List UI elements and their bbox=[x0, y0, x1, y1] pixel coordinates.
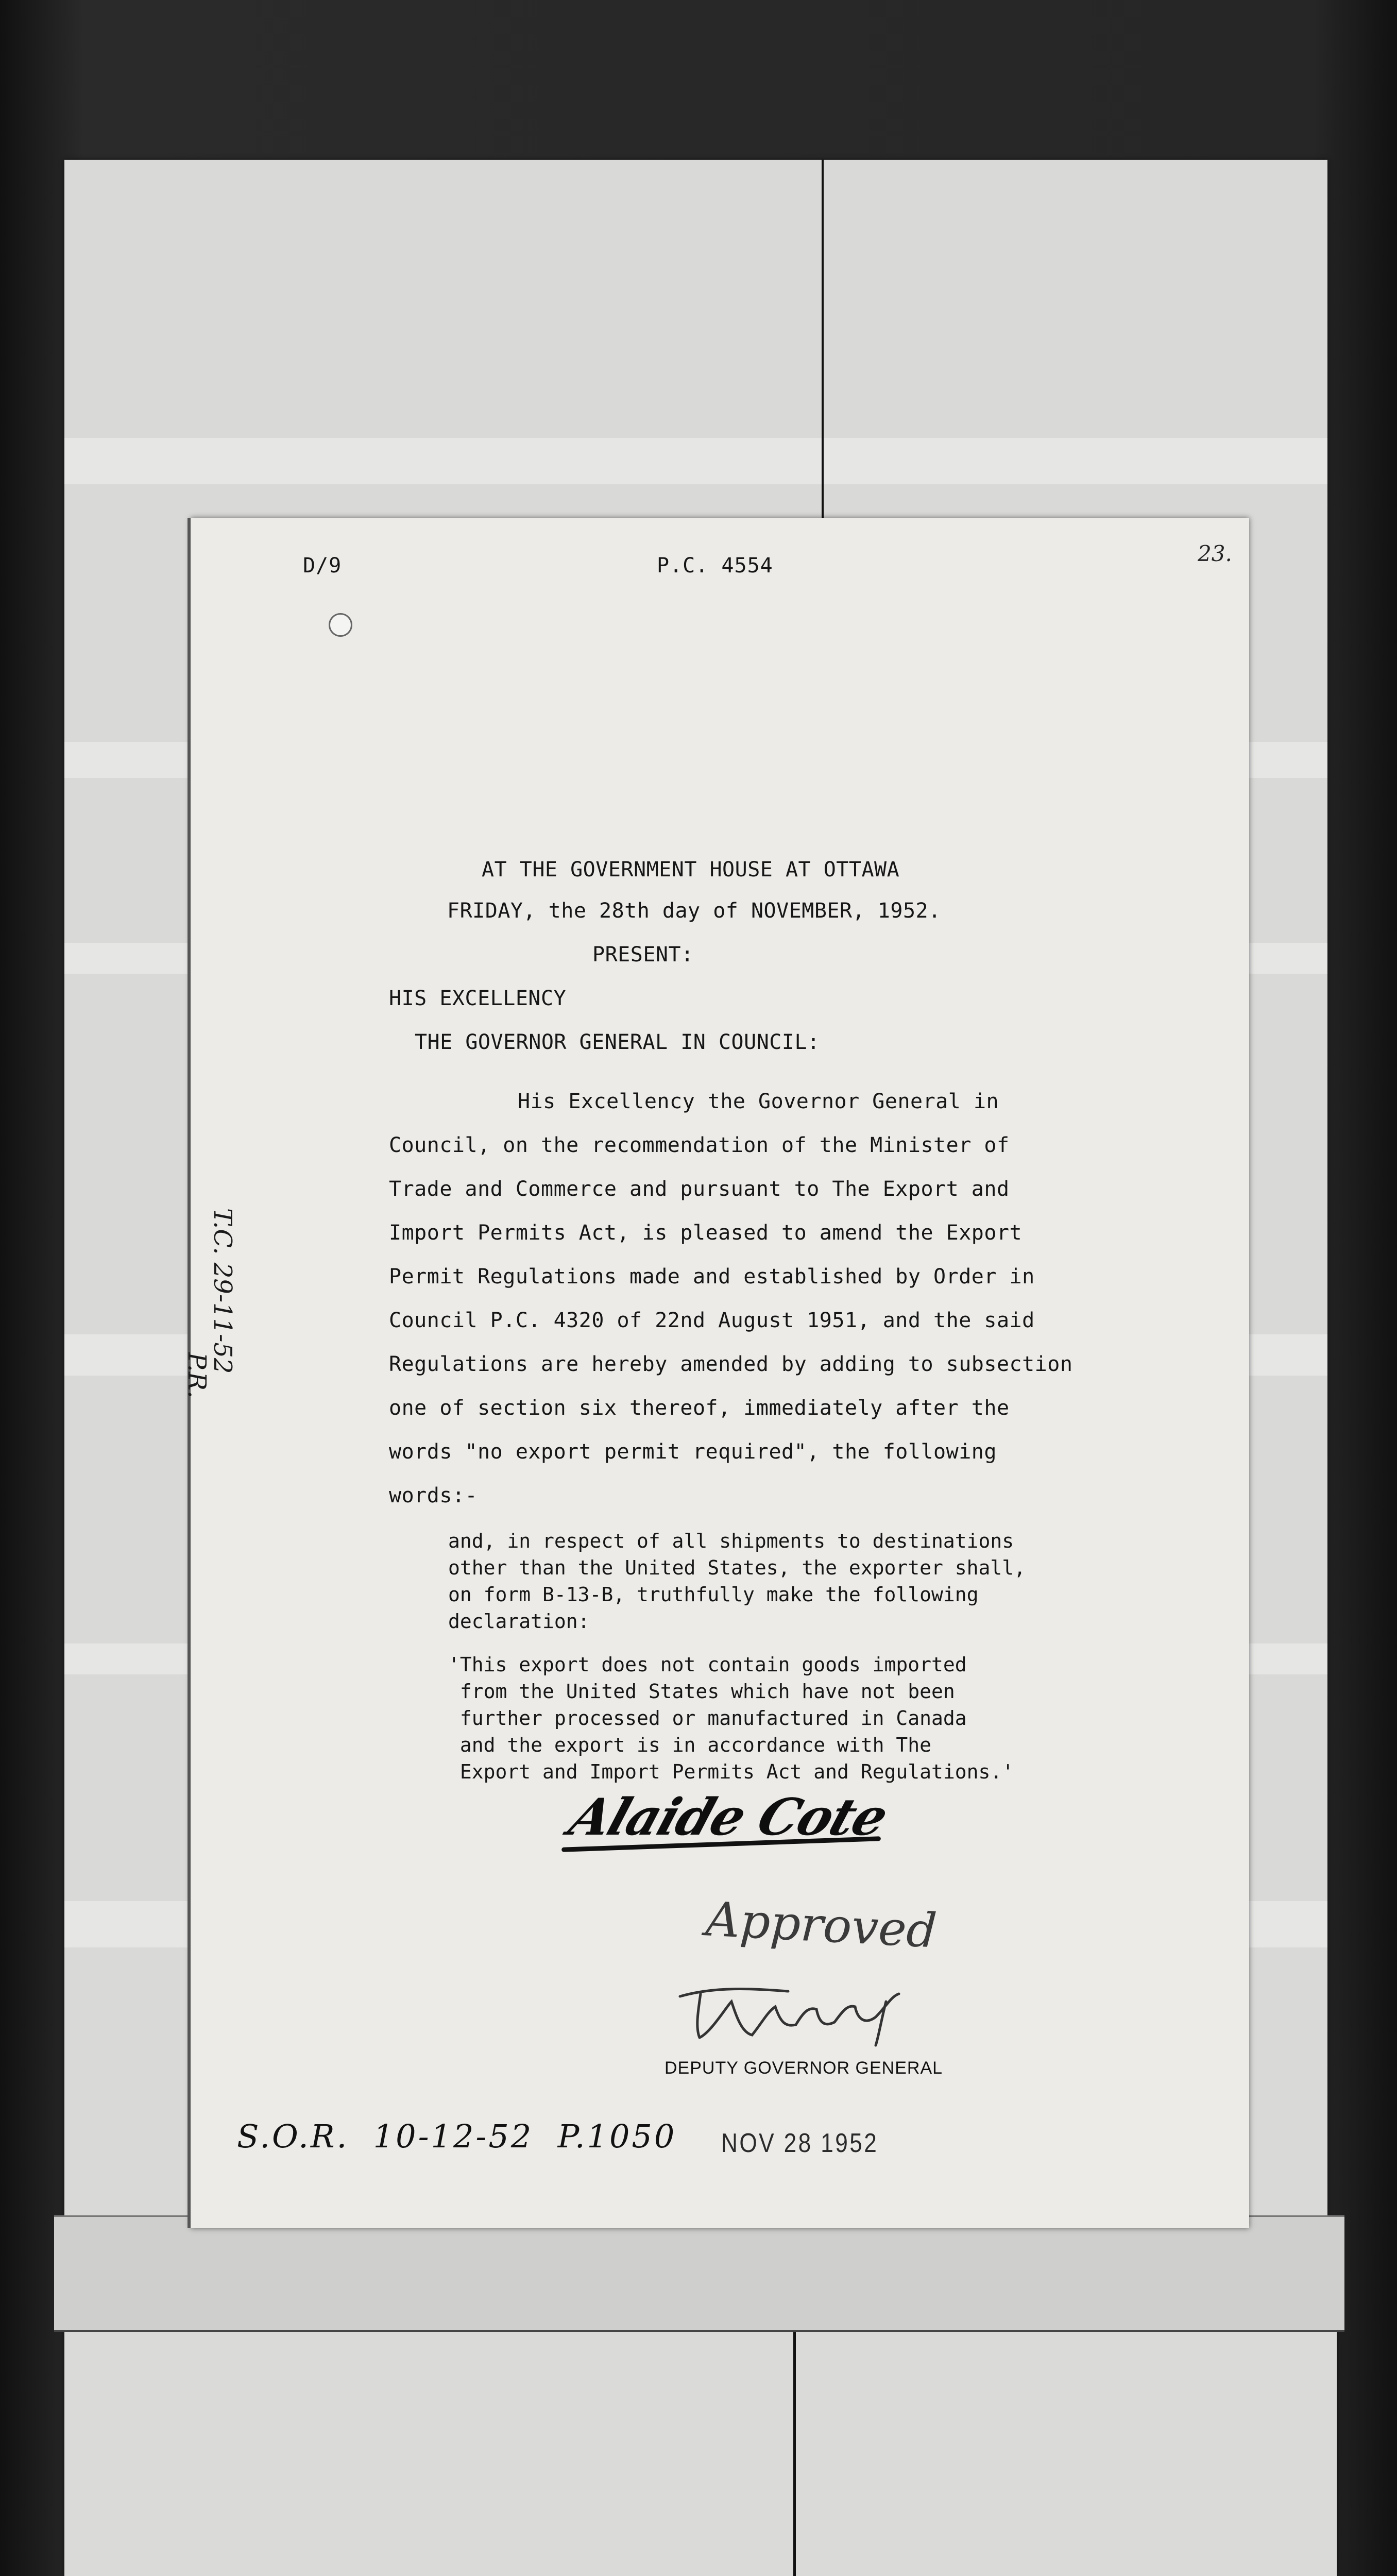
declaration-line: 'This export does not contain goods imported bbox=[448, 1653, 967, 1676]
heading-line-2: FRIDAY, the 28th day of NOVEMBER, 1952. bbox=[447, 899, 941, 923]
quote-line: on form B-13-B, truthfully make the following bbox=[448, 1583, 979, 1606]
back-sheet-lower bbox=[64, 2318, 1337, 2576]
margin-note-initials: T.C. 29-11-52 bbox=[208, 1208, 237, 1374]
body-line: Council P.C. 4320 of 22nd August 1951, and the said bbox=[389, 1309, 1035, 1332]
declaration-line: Export and Import Permits Act and Regulations.' bbox=[448, 1760, 1014, 1783]
margin-note-pr: P.R. bbox=[182, 1352, 211, 1399]
approved-handwriting: Approved bbox=[704, 1891, 939, 1959]
his-excellency: HIS EXCELLENCY bbox=[389, 987, 567, 1010]
heading-line-1: AT THE GOVERNMENT HOUSE AT OTTAWA bbox=[482, 858, 900, 882]
order-in-council-document bbox=[182, 518, 1249, 2228]
fold-line-upper bbox=[822, 160, 824, 531]
declaration-line: further processed or manufactured in Canada bbox=[448, 1707, 967, 1730]
body-line: Import Permits Act, is pleased to amend the Export bbox=[389, 1221, 1023, 1245]
body-line: Council, on the recommendation of the Minister of bbox=[389, 1133, 1010, 1157]
deputy-signature-scribble bbox=[670, 1976, 917, 2048]
signature-text: Alaide Cote bbox=[562, 1788, 895, 1847]
body-line: Trade and Commerce and pursuant to The Export and bbox=[389, 1177, 1010, 1201]
punch-hole bbox=[329, 613, 352, 637]
sor-registration-note: S.O.R. 10-12-52 P.1050 bbox=[237, 2117, 677, 2155]
body-line: Regulations are hereby amended by adding to subsection bbox=[389, 1352, 1073, 1376]
document-ref-code: D/9 bbox=[303, 554, 342, 578]
body-line: words:- bbox=[389, 1484, 478, 1507]
order-number: P.C. 4554 bbox=[657, 554, 773, 578]
body-line: His Excellency the Governor General in bbox=[518, 1090, 999, 1113]
deputy-governor-signature bbox=[670, 1976, 917, 2048]
quote-line: declaration: bbox=[448, 1610, 590, 1633]
page-number: 23. bbox=[1198, 541, 1232, 566]
body-line: words "no export permit required", the following bbox=[389, 1440, 997, 1464]
body-line: one of section six thereof, immediately after the bbox=[389, 1396, 1010, 1420]
declaration-line: and the export is in accordance with The bbox=[448, 1734, 931, 1756]
deputy-governor-general-stamp: DEPUTY GOVERNOR GENERAL bbox=[665, 2058, 943, 2078]
quote-line: other than the United States, the exporter shall, bbox=[448, 1556, 1026, 1579]
date-stamp: NOV 28 1952 bbox=[721, 2128, 879, 2158]
fold-line-lower bbox=[793, 2318, 796, 2576]
governor-general-in-council: THE GOVERNOR GENERAL IN COUNCIL: bbox=[415, 1030, 820, 1054]
declaration-line: from the United States which have not been bbox=[448, 1680, 955, 1703]
body-line: Permit Regulations made and established by Order in bbox=[389, 1265, 1035, 1289]
clerk-signature bbox=[562, 1788, 1015, 1865]
folded-band bbox=[54, 2215, 1344, 2332]
quote-line: and, in respect of all shipments to destinations bbox=[448, 1530, 1014, 1552]
present-label: PRESENT: bbox=[592, 943, 694, 967]
